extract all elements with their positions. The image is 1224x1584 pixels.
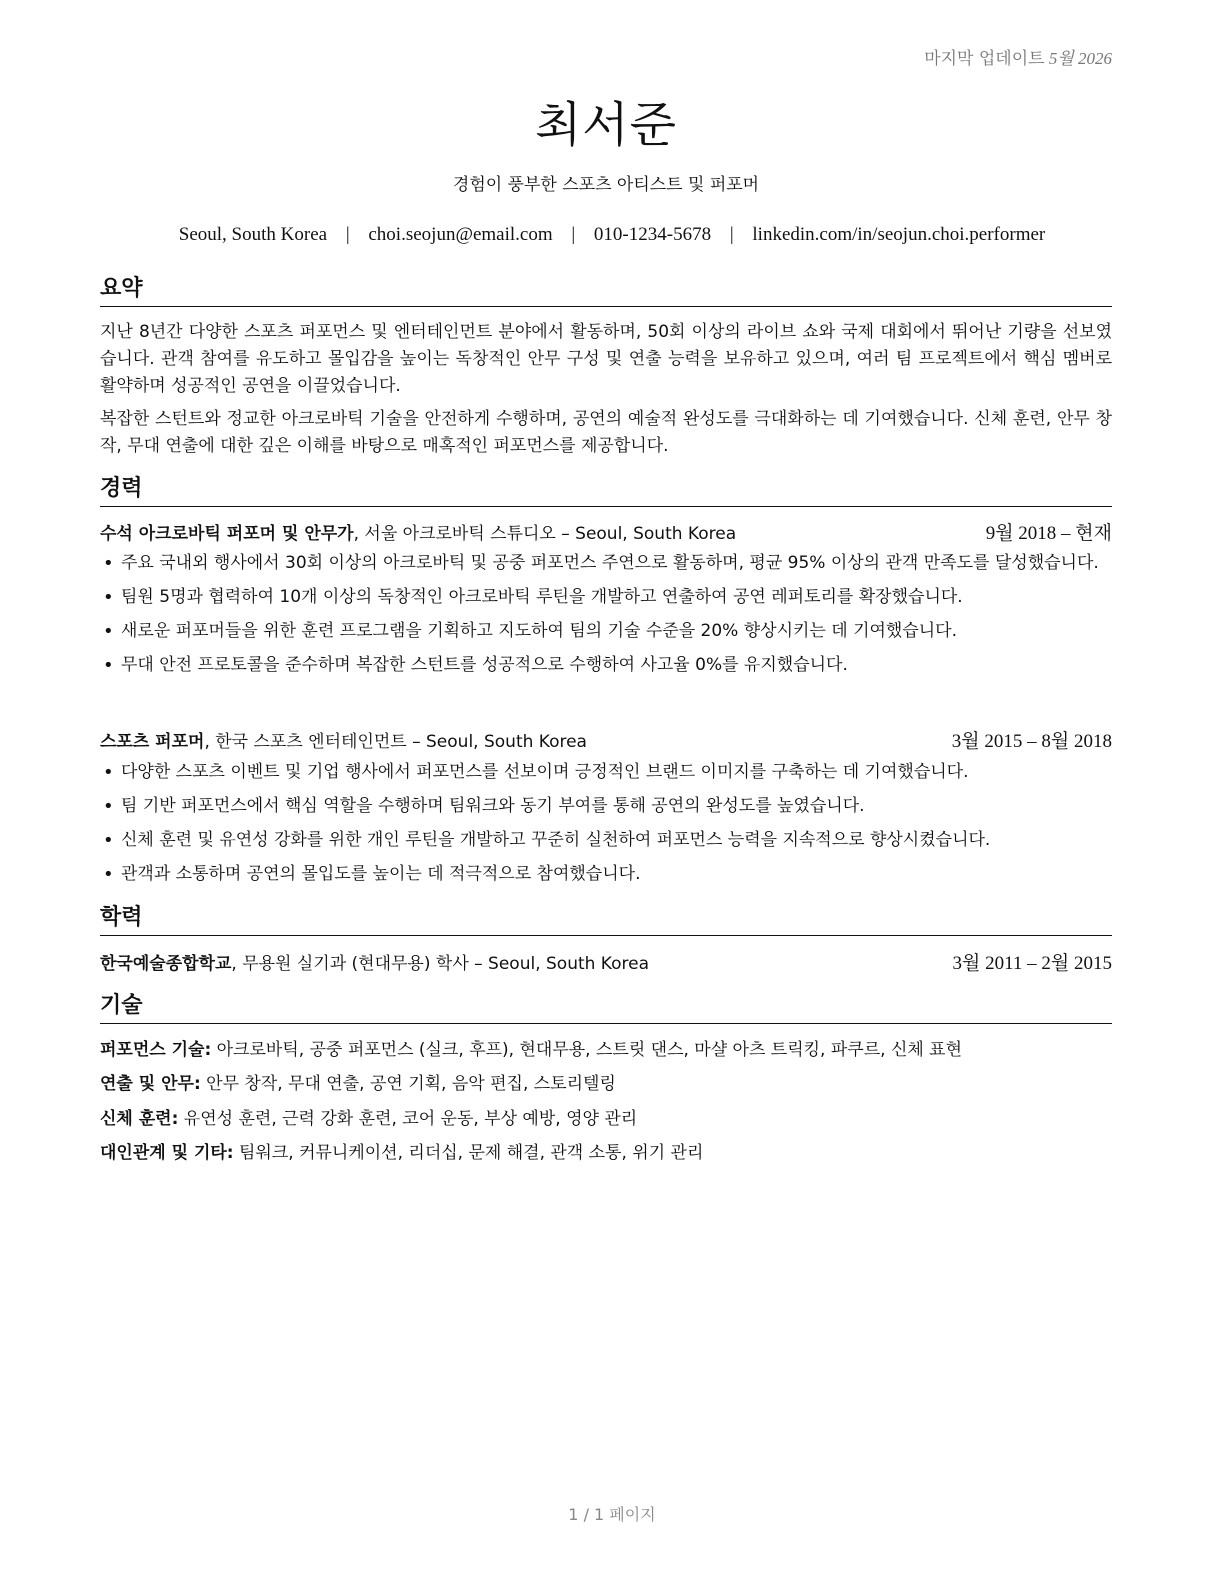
summary-paragraph: 지난 8년간 다양한 스포츠 퍼포먼스 및 엔터테인먼트 분야에서 활동하며, 50회 이상의 라이브 쇼와 국제 대회에서 뛰어난 기량을 선보였습니다. 관객 참여를 유도하고 몰입감을 높이는 독창적인 안무 구성 및 연출 능력을 보유하고 있으며, 여러 팀 프로젝트에서 핵심 멤버로 활약하며 성공적인 공연을 이끌었습니다.: [100, 322, 1112, 396]
list-item: • 다양한 스포츠 이벤트 및 기업 행사에서 퍼포먼스를 선보이며 긍정적인 브랜드 이미지를 구축하는 데 기여했습니다.: [100, 759, 1112, 786]
list-item: • 팀 기반 퍼포먼스에서 핵심 역할을 수행하며 팀워크와 동기 부여를 통해 공연의 완성도를 높였습니다.: [100, 793, 1112, 820]
contact-separator: |: [729, 224, 734, 245]
candidate-tagline: 경험이 풍부한 스포츠 아티스트 및 퍼포머: [452, 175, 760, 195]
last-updated: [924, 44, 1112, 69]
section-title-skills: 기술: [100, 991, 1112, 1024]
list-item: • 관객과 소통하며 공연의 몰입도를 높이는 데 적극적으로 참여했습니다.: [100, 861, 1112, 888]
list-item: • 무대 안전 프로토콜을 준수하며 복잡한 스턴트를 성공적으로 수행하여 사고율 0%를 유지했습니다.: [100, 652, 1112, 679]
section-title-experience: 경력: [100, 474, 1112, 507]
job-dates: 9월 2018 – 현재: [985, 523, 1112, 544]
last-updated-label: 마지막 업데이트: [924, 49, 1045, 69]
education-entry: [100, 952, 1112, 976]
job-org: , 한국 스포츠 엔터테인먼트 – Seoul, South Korea: [204, 732, 587, 752]
skill-label: 대인관계 및 기타:: [100, 1143, 234, 1163]
contact-phone: 010-1234-5678: [593, 224, 712, 245]
job-bullets: [100, 550, 1112, 686]
skill-row: [100, 1141, 1112, 1165]
skill-label: 퍼포먼스 기술:: [100, 1040, 212, 1060]
contact-separator: |: [345, 224, 350, 245]
skill-value: 아크로바틱, 공중 퍼포먼스 (실크, 후프), 현대무용, 스트릿 댄스, 마샬 아츠 트릭킹, 파쿠르, 신체 표현: [211, 1040, 963, 1060]
page-number: 1 / 1 페이지: [568, 1505, 656, 1524]
contact-line: [0, 224, 1224, 246]
section-title-education: 학력: [100, 903, 1112, 936]
last-updated-date: 5월 2026: [1048, 49, 1112, 68]
list-item: • 새로운 퍼포머들을 위한 훈련 프로그램을 기획하고 지도하여 팀의 기술 수준을 20% 향상시키는 데 기여했습니다.: [100, 618, 1112, 645]
skill-value: 유연성 훈련, 근력 강화 훈련, 코어 운동, 부상 예방, 영양 관리: [178, 1109, 638, 1129]
list-item: • 팀원 5명과 협력하여 10개 이상의 독창적인 아크로바틱 루틴을 개발하고 연출하여 공연 레퍼토리를 확장했습니다.: [100, 584, 1112, 611]
job-role: 스포츠 퍼포머: [100, 732, 205, 752]
list-item: • 주요 국내외 행사에서 30회 이상의 아크로바틱 및 공중 퍼포먼스 주연으로 활동하며, 평균 95% 이상의 관객 만족도를 달성했습니다.: [100, 550, 1112, 577]
job-heading: [100, 522, 1112, 546]
education-detail: , 무용원 실기과 (현대무용) 학사 – Seoul, South Korea: [231, 954, 650, 974]
skill-row: [100, 1072, 1112, 1096]
summary-paragraph: 복잡한 스턴트와 정교한 아크로바틱 기술을 안전하게 수행하며, 공연의 예술적 완성도를 극대화하는 데 기여했습니다. 신체 훈련, 안무 창작, 무대 연출에 대한 깊은 이해를 바탕으로 매혹적인 퍼포먼스를 제공합니다.: [100, 409, 1112, 456]
skill-row: [100, 1107, 1112, 1131]
resume-page: [100, 0, 1112, 1584]
skill-row: [100, 1038, 1112, 1062]
job-heading: [100, 730, 1112, 754]
contact-separator: |: [571, 224, 576, 245]
job-dates: 3월 2015 – 8월 2018: [951, 731, 1112, 752]
job-org: , 서울 아크로바틱 스튜디오 – Seoul, South Korea: [353, 524, 737, 544]
section-title-summary: 요약: [100, 274, 1112, 307]
skill-label: 신체 훈련:: [100, 1109, 179, 1129]
education-dates: 3월 2011 – 2월 2015: [952, 953, 1112, 974]
candidate-name: 최서준: [534, 97, 678, 153]
list-item: • 신체 훈련 및 유연성 강화를 위한 개인 루틴을 개발하고 꾸준히 실천하여 퍼포먼스 능력을 지속적으로 향상시켰습니다.: [100, 827, 1112, 854]
skill-label: 연출 및 안무:: [100, 1074, 201, 1094]
job-role: 수석 아크로바틱 퍼포머 및 안무가: [100, 524, 354, 544]
education-school: 한국예술종합학교: [100, 954, 232, 974]
contact-linkedin[interactable]: linkedin.com/in/seojun.choi.performer: [752, 224, 1046, 245]
contact-location: Seoul, South Korea: [178, 224, 328, 245]
skill-value: 팀워크, 커뮤니케이션, 리더십, 문제 해결, 관객 소통, 위기 관리: [233, 1143, 704, 1163]
contact-email[interactable]: choi.seojun@email.com: [368, 224, 553, 245]
skill-value: 안무 창작, 무대 연출, 공연 기획, 음악 편집, 스토리텔링: [200, 1074, 616, 1094]
job-bullets: [100, 759, 1112, 895]
